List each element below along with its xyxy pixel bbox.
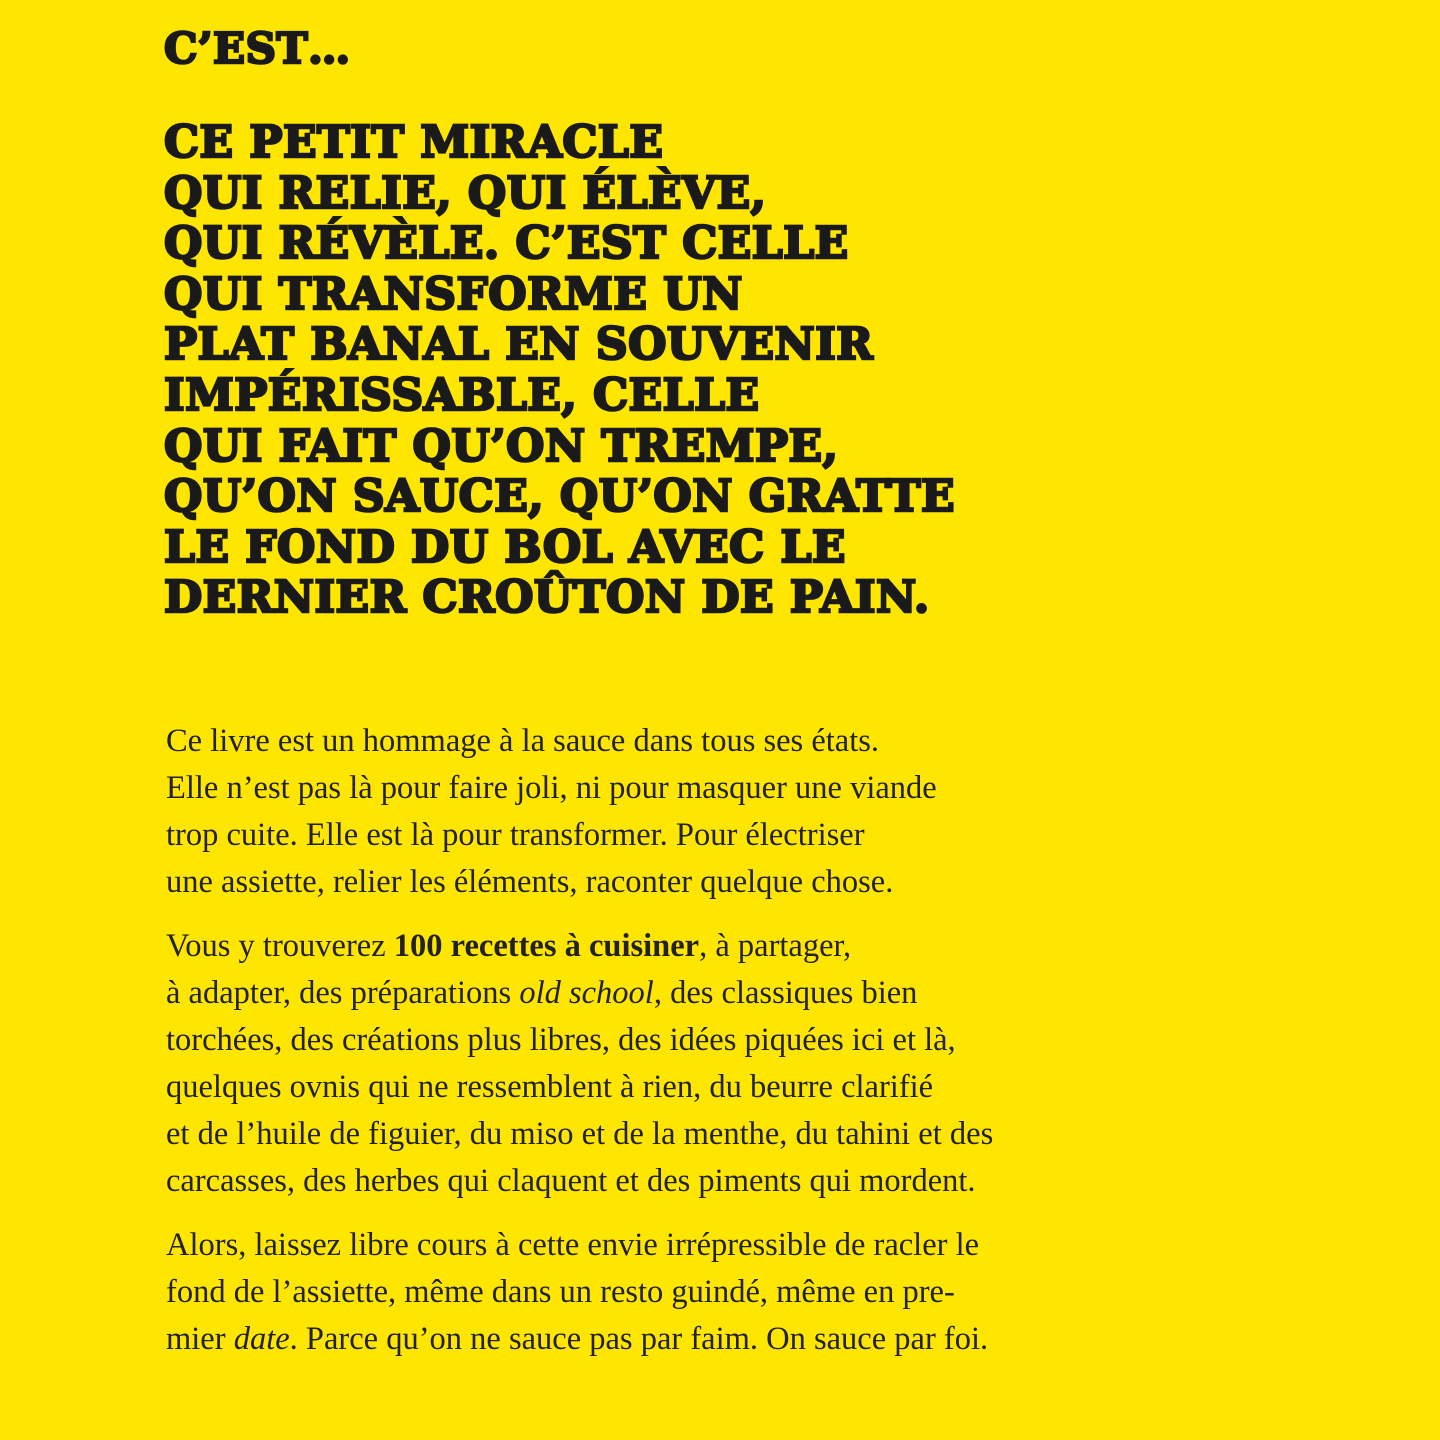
- headline-line: DERNIER CROÛTON DE PAIN.: [164, 572, 930, 624]
- body-text-run: . Parce qu’on ne sauce pas par faim. On sauce par foi.: [289, 1321, 989, 1357]
- paragraph-contents: [166, 923, 1246, 1205]
- headline-line: IMPÉRISSABLE, CELLE: [164, 369, 760, 421]
- body-line: fond de l’assiette, même dans un resto guindé, même en pre-: [166, 1274, 955, 1310]
- headline-line: CE PETIT MIRACLE: [164, 117, 664, 168]
- body-line: trop cuite. Elle est là pour transformer. Pour électriser: [166, 817, 865, 853]
- headline-statement: [164, 118, 1164, 624]
- old-school-emphasis: old school: [519, 975, 654, 1011]
- body-text-run: , à partager,: [699, 928, 852, 964]
- headline-line: QUI RÉVÈLE. C’EST CELLE: [164, 218, 849, 270]
- paragraph-intro: [166, 718, 1246, 906]
- headline-kicker: C’EST…: [164, 24, 351, 73]
- body-text-run: à adapter, des préparations: [166, 975, 520, 1011]
- paragraph-closing: [166, 1222, 1246, 1363]
- headline-line: PLAT BANAL EN SOUVENIR: [164, 319, 874, 371]
- body-line: une assiette, relier les éléments, raconter quelque chose.: [166, 864, 894, 900]
- headline-line: QUI FAIT QU’ON TREMPE,: [164, 420, 839, 472]
- body-line: Elle n’est pas là pour faire joli, ni pour masquer une viande: [166, 770, 937, 806]
- headline-line: LE FOND DU BOL AVEC LE: [164, 521, 846, 573]
- headline-line: QUI RELIE, QUI ÉLÈVE,: [164, 167, 767, 219]
- headline-line: QUI TRANSFORME UN: [164, 268, 743, 320]
- body-text-run: , des classiques bien: [653, 975, 918, 1011]
- body-line: quelques ovnis qui ne ressemblent à rien, du beurre clarifié: [166, 1069, 934, 1105]
- body-line: Alors, laissez libre cours à cette envie irrépressible de racler le: [166, 1227, 980, 1263]
- body-line: carcasses, des herbes qui claquent et des piments qui mordent.: [166, 1163, 976, 1199]
- body-text-run: Vous y trouverez: [166, 928, 394, 964]
- recipes-count-emphasis: 100 recettes à cuisiner: [393, 928, 700, 964]
- body-text-run: mier: [166, 1321, 234, 1357]
- date-emphasis: date: [233, 1321, 290, 1357]
- body-line: Ce livre est un hommage à la sauce dans tous ses états.: [166, 723, 880, 759]
- body-line: torchées, des créations plus libres, des idées piquées ici et là,: [166, 1022, 956, 1058]
- body-line: [166, 970, 1246, 1017]
- body-text: [166, 718, 1246, 1380]
- headline-line: QU’ON SAUCE, QU’ON GRATTE: [164, 471, 956, 523]
- body-line: [166, 923, 1246, 970]
- body-line: et de l’huile de figuier, du miso et de la menthe, du tahini et des: [166, 1116, 994, 1152]
- headline-block: [164, 26, 1164, 624]
- body-line: [166, 1316, 1246, 1363]
